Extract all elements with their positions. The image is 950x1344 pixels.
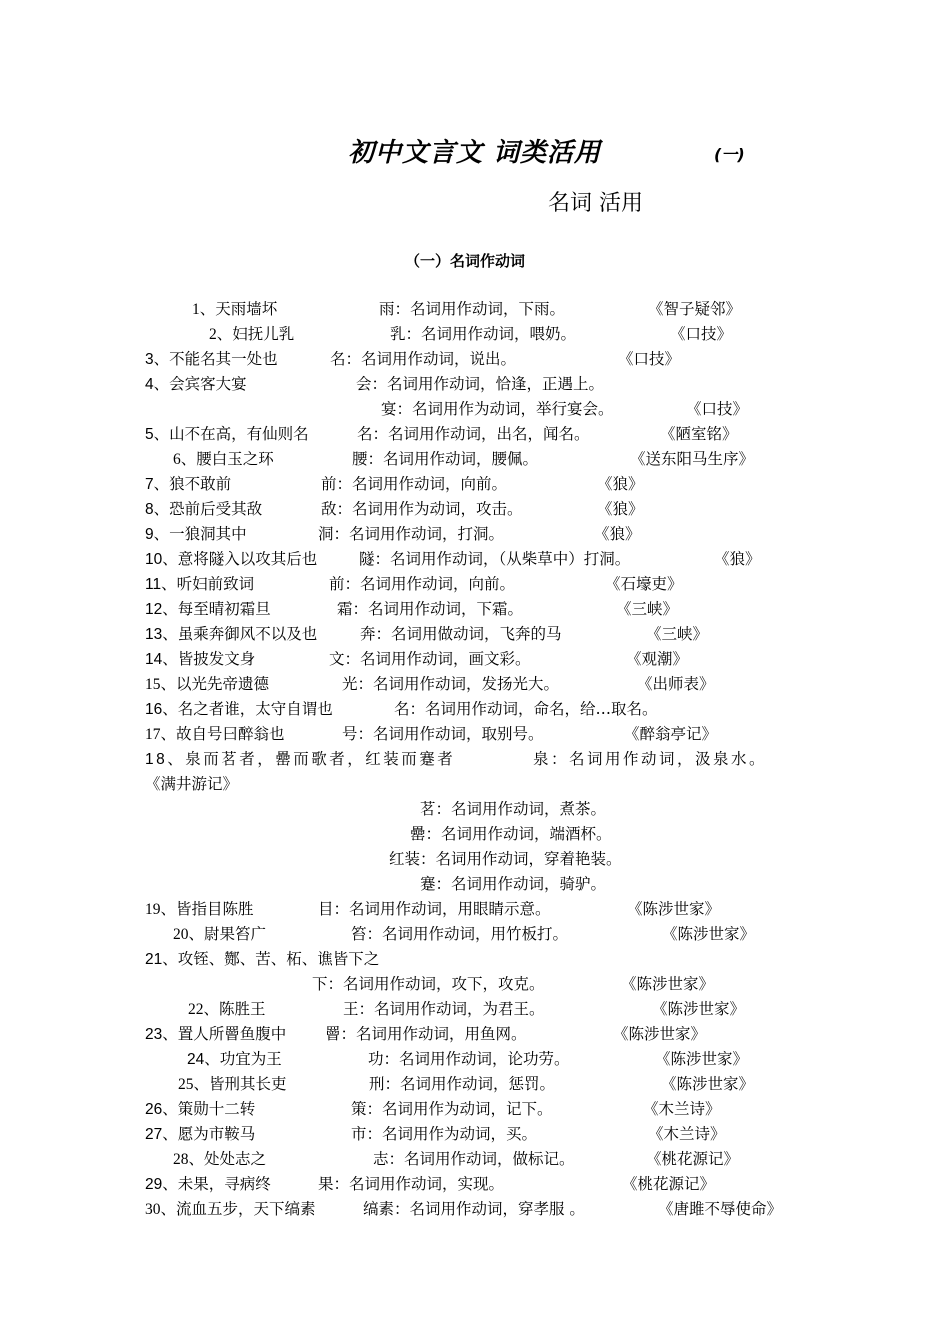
entry-line-18-phrase: 18、泉而茗者，罍而歌者，红装而蹇者: [145, 750, 456, 768]
entry-line-24-source: 《陈涉世家》: [655, 1050, 749, 1068]
entry-line-27-explain: 市：名词用作为动词，买。: [351, 1125, 538, 1143]
entry-line-15-explain: 光：名词用作动词，发扬光大。: [342, 675, 560, 693]
entry-line-24-phrase: 24、功宜为王: [187, 1050, 282, 1068]
entry-line-19-phrase: 19、皆指目陈胜: [145, 900, 254, 918]
entry-line-23-phrase: 23、置人所罾鱼腹中: [145, 1025, 287, 1043]
entry-line-19-explain: 目：名词用作动词，用眼睛示意。: [318, 900, 551, 918]
document-title: 初中文言文 词类活用: [348, 138, 602, 168]
entry-line-23-source: 《陈涉世家》: [613, 1025, 707, 1043]
entry-line-16-explain: 名：名词用作动词，命名，给…取名。: [394, 700, 658, 718]
entry-line-4b-source: 《口技》: [686, 400, 749, 418]
entry-line-9-source: 《狼》: [594, 525, 641, 543]
entry-line-7-source: 《狼》: [597, 475, 644, 493]
entry-line-2-phrase: 2、妇抚儿乳: [209, 325, 295, 343]
entry-line-4-explain: 会：名词用作动词，恰逢，正遇上。: [356, 375, 605, 393]
entry-line-18d-explain: 红装：名词用作动词，穿着艳装。: [389, 850, 622, 868]
entry-line-6-phrase: 6、腰白玉之环: [173, 450, 274, 468]
entry-line-3-source: 《口技》: [618, 350, 681, 368]
entry-line-9-explain: 洞：名词用作动词，打洞。: [318, 525, 505, 543]
entry-line-15-source: 《出师表》: [637, 675, 715, 693]
entry-line-1-phrase: 1、天雨墙坏: [192, 300, 278, 318]
entry-line-7-phrase: 7、狼不敢前: [145, 475, 232, 493]
entry-line-12-explain: 霜：名词用作动词，下霜。: [337, 600, 524, 618]
entry-line-7-explain: 前：名词用作动词，向前。: [321, 475, 508, 493]
entry-line-3-explain: 名：名词用作动词，说出。: [330, 350, 517, 368]
entry-line-30-explain: 缟素：名词用作动词，穿孝服 。: [363, 1200, 585, 1218]
entry-line-21-explain: 下：名词用作动词，攻下，攻克。: [312, 975, 545, 993]
entry-line-17-source: 《醉翁亭记》: [624, 725, 718, 743]
entry-line-27-phrase: 27、愿为市鞍马: [145, 1125, 256, 1143]
entry-line-26-explain: 策：名词用作为动词，记下。: [351, 1100, 553, 1118]
entry-line-18c-explain: 罍：名词用作动词，端酒杯。: [410, 825, 612, 843]
entry-line-13-source: 《三峡》: [646, 625, 709, 643]
entry-line-10-source: 《狼》: [714, 550, 761, 568]
entry-line-24-explain: 功：名词用作动词，论功劳。: [368, 1050, 570, 1068]
entry-line-14-explain: 文：名词用作动词，画文彩。: [329, 650, 531, 668]
entry-line-26-source: 《木兰诗》: [643, 1100, 721, 1118]
entry-line-30-source: 《唐雎不辱使命》: [658, 1200, 783, 1218]
section-heading: （一）名词作动词: [405, 252, 526, 270]
entry-line-4-phrase: 4、会宾客大宴: [145, 375, 247, 393]
entry-line-19-source: 《陈涉世家》: [627, 900, 721, 918]
entry-line-14-source: 《观潮》: [626, 650, 689, 668]
entry-line-5-explain: 名：名词用作动词，出名，闻名。: [357, 425, 590, 443]
entry-line-6-source: 《送东阳马生序》: [630, 450, 755, 468]
entry-line-20-source: 《陈涉世家》: [662, 925, 756, 943]
entry-line-18e-explain: 蹇：名词用作动词，骑驴。: [420, 875, 607, 893]
entry-line-11-source: 《石壕吏》: [605, 575, 683, 593]
entry-line-15-phrase: 15、以光先帝遗德: [145, 675, 270, 693]
entry-line-11-explain: 前：名词用作动词，向前。: [329, 575, 516, 593]
entry-line-28-phrase: 28、处处志之: [173, 1150, 267, 1168]
entry-line-13-phrase: 13、虽乘奔御风不以及也: [145, 625, 318, 643]
entry-line-21-source: 《陈涉世家》: [621, 975, 715, 993]
entry-line-26-phrase: 26、策勋十二转: [145, 1100, 256, 1118]
document-title-suffix: (一): [714, 145, 745, 164]
entry-line-14-phrase: 14、皆披发文身: [145, 650, 256, 668]
entry-line-28-explain: 志：名词用作动词，做标记。: [373, 1150, 575, 1168]
entry-line-9-phrase: 9、一狼洞其中: [145, 525, 247, 543]
entry-line-18-explain: 泉：名词用作动词，汲泉水。: [533, 750, 768, 768]
entry-line-13-explain: 奔：名词用做动词，飞奔的马: [360, 625, 562, 643]
entry-line-4b-explain: 宴：名词用作为动词，举行宴会。: [381, 400, 614, 418]
entry-line-5-phrase: 5、山不在高，有仙则名: [145, 425, 309, 443]
entry-line-8-explain: 敌：名词用作为动词，攻击。: [321, 500, 523, 518]
entry-line-11-phrase: 11、听妇前致词: [145, 575, 255, 593]
entry-line-8-phrase: 8、恐前后受其敌: [145, 500, 263, 518]
entry-line-1-explain: 雨：名词用作动词，下雨。: [379, 300, 566, 318]
entry-line-25-phrase: 25、皆刑其长吏: [178, 1075, 287, 1093]
entry-line-22-source: 《陈涉世家》: [652, 1000, 746, 1018]
entry-line-20-explain: 笞：名词用作动词，用竹板打。: [351, 925, 569, 943]
entry-line-5-source: 《陋室铭》: [660, 425, 738, 443]
entry-line-18b-explain: 茗：名词用作动词，煮茶。: [420, 800, 607, 818]
document-subtitle: 名词 活用: [548, 191, 643, 216]
entry-line-2-source: 《口技》: [670, 325, 733, 343]
entry-line-12-phrase: 12、每至晴初霜旦: [145, 600, 271, 618]
entry-line-30-phrase: 30、流血五步，天下缟素: [145, 1200, 316, 1218]
entry-line-1-source: 《智子疑邻》: [648, 300, 742, 318]
entry-line-16-phrase: 16、名之者谁，太守自谓也: [145, 700, 333, 718]
entry-line-18-source: 《满井游记》: [145, 775, 239, 793]
entry-line-21-phrase: 21、攻铚、酂、苦、柘、谯皆下之: [145, 950, 380, 968]
entry-line-22-phrase: 22、陈胜王: [188, 1000, 266, 1018]
entry-line-8-source: 《狼》: [597, 500, 644, 518]
entry-line-22-explain: 王：名词用作动词，为君王。: [343, 1000, 545, 1018]
entry-line-25-source: 《陈涉世家》: [661, 1075, 755, 1093]
entry-line-17-phrase: 17、故自号曰醉翁也: [145, 725, 285, 743]
entry-line-23-explain: 罾：名词用作动词，用鱼网。: [325, 1025, 527, 1043]
entry-line-10-explain: 隧：名词用作动词，（从柴草中）打洞。: [359, 550, 631, 568]
entry-line-12-source: 《三峡》: [616, 600, 679, 618]
entry-line-2-explain: 乳：名词用作动词，喂奶。: [390, 325, 577, 343]
entry-line-29-explain: 果：名词用作动词，实现。: [318, 1175, 505, 1193]
entry-line-29-phrase: 29、未果，寻病终: [145, 1175, 271, 1193]
entry-line-29-source: 《桃花源记》: [622, 1175, 716, 1193]
entry-line-28-source: 《桃花源记》: [646, 1150, 740, 1168]
entry-line-10-phrase: 10、意将隧入以攻其后也: [145, 550, 318, 568]
entry-line-27-source: 《木兰诗》: [648, 1125, 726, 1143]
entry-line-17-explain: 号：名词用作动词，取别号。: [342, 725, 544, 743]
entry-line-25-explain: 刑：名词用作动词，惩罚。: [369, 1075, 556, 1093]
entry-line-3-phrase: 3、不能名其一处也: [145, 350, 278, 368]
entry-line-20-phrase: 20、尉果笞广: [173, 925, 267, 943]
entry-line-6-explain: 腰：名词用作动词，腰佩。: [352, 450, 539, 468]
